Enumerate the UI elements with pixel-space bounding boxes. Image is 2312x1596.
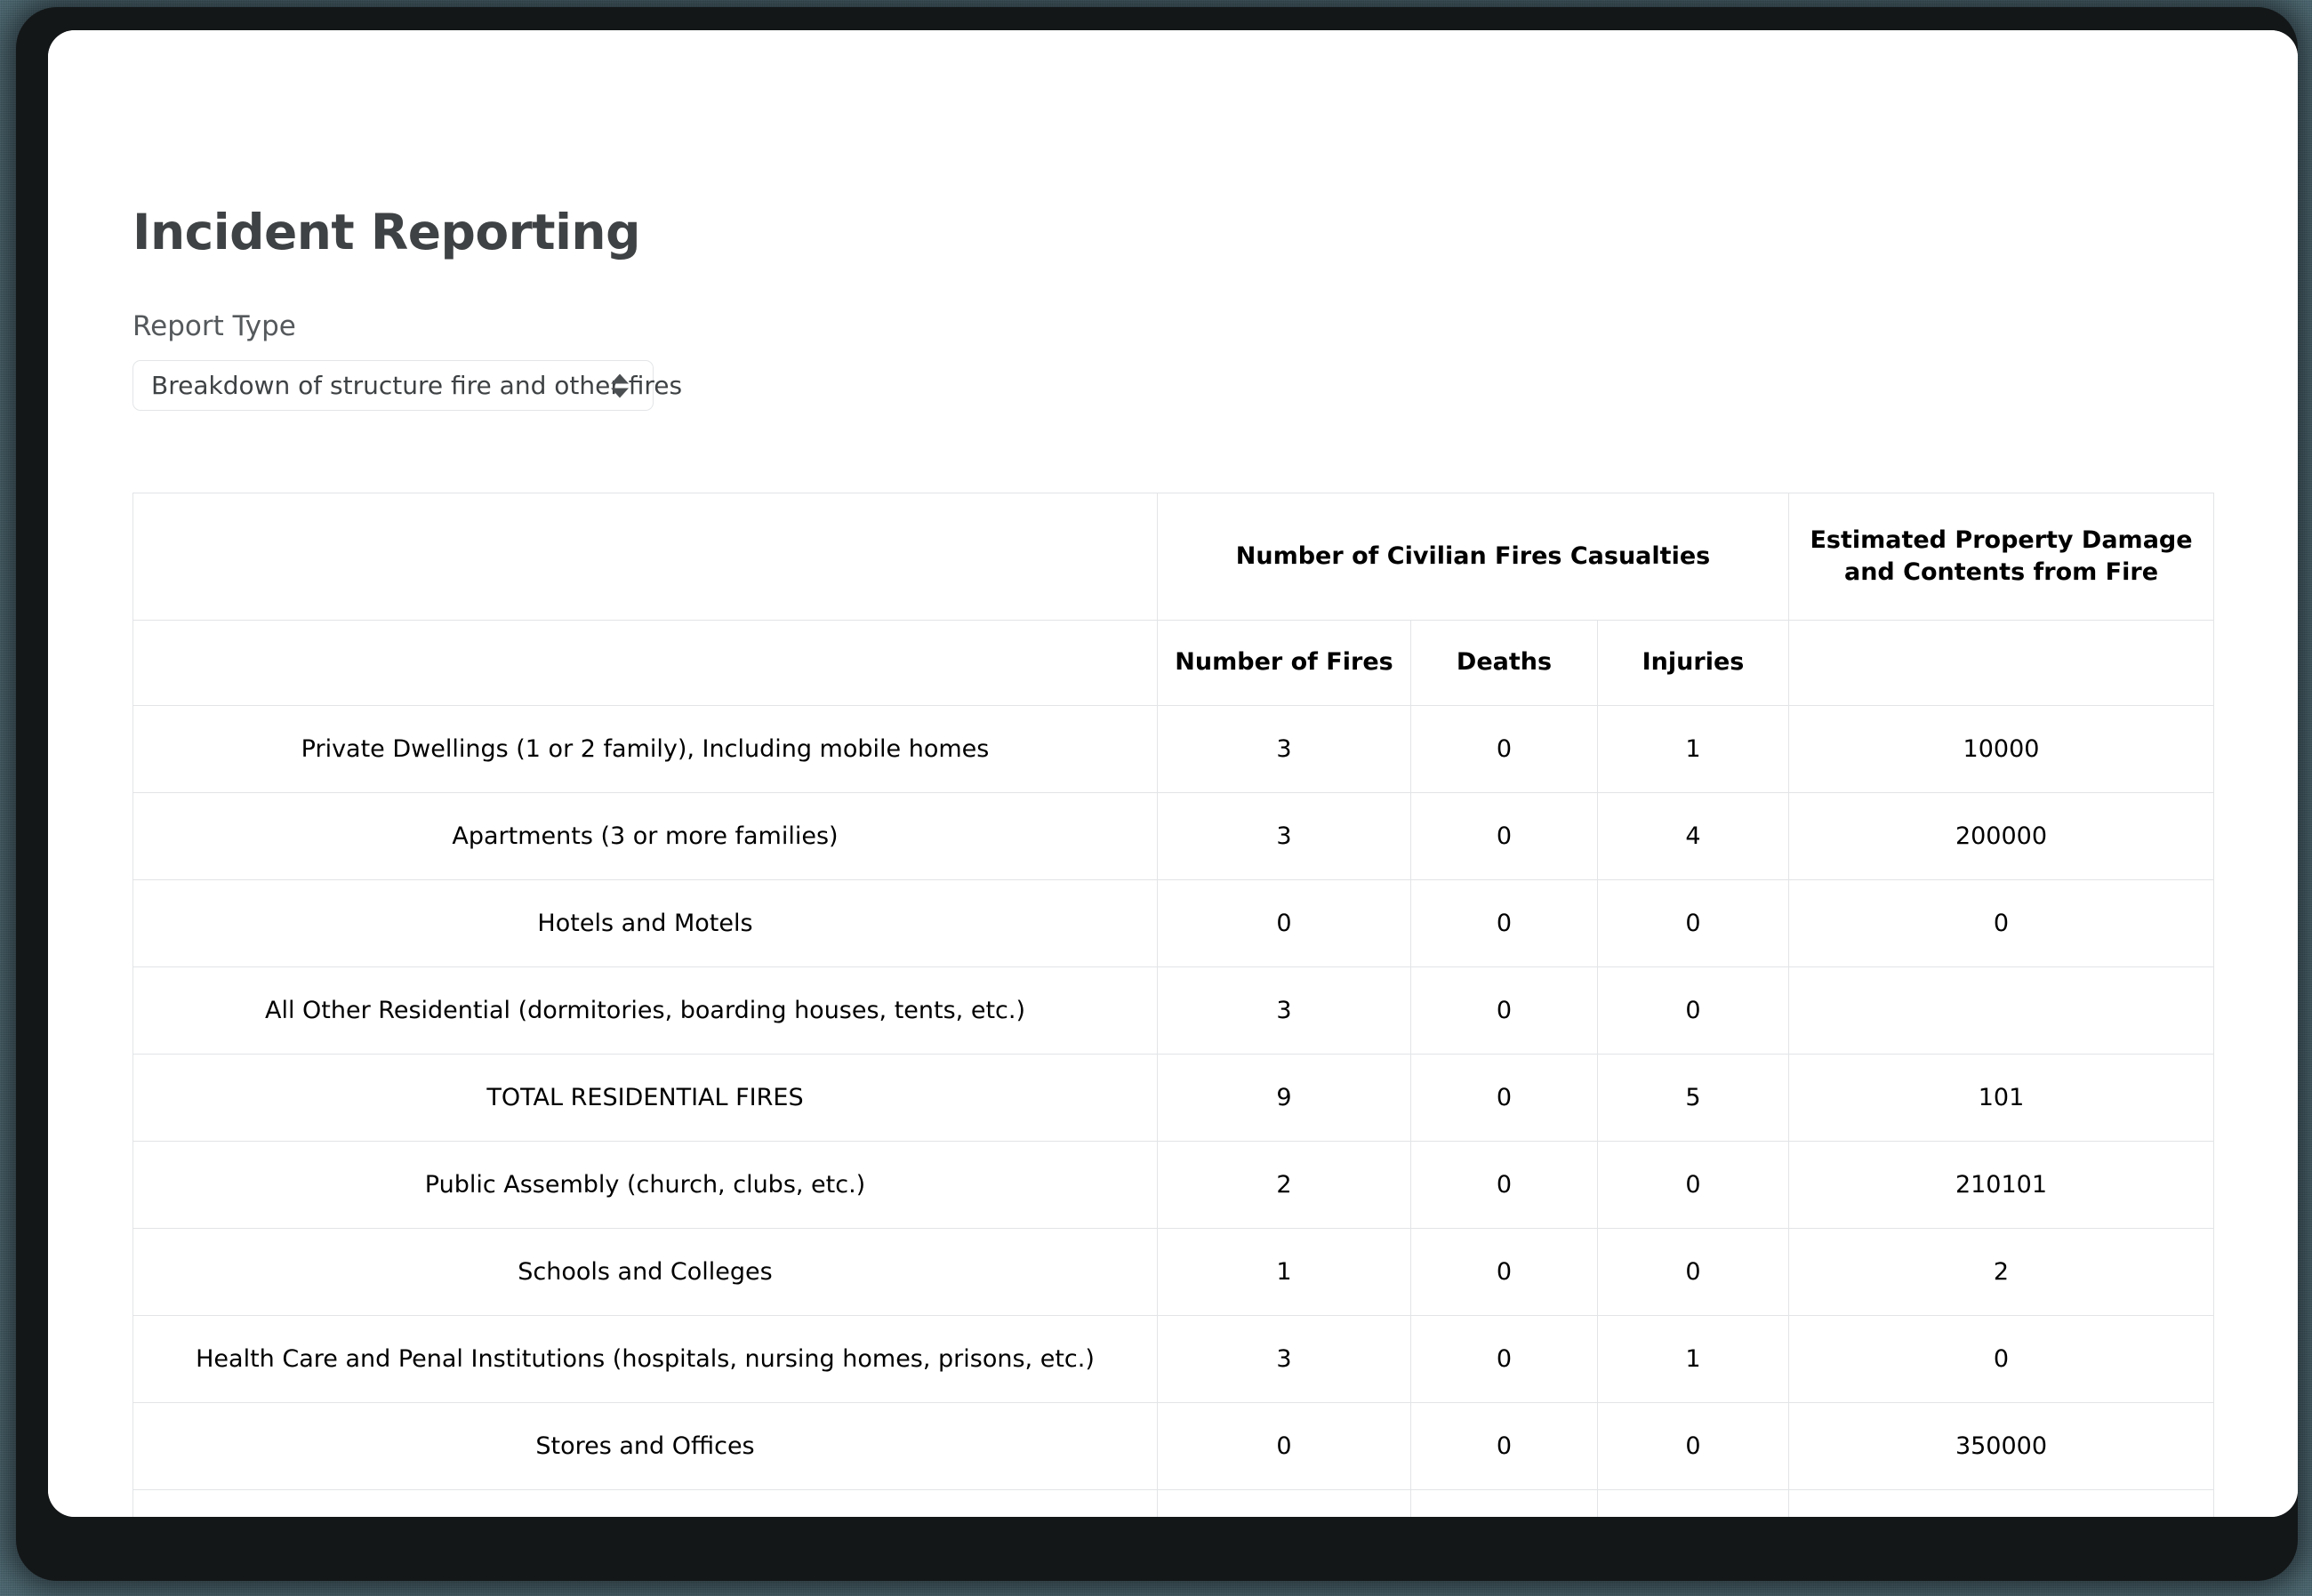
table-row xyxy=(133,1142,2214,1229)
cell-injuries: 1 xyxy=(1598,706,1789,793)
select-updown-arrows-icon[interactable] xyxy=(611,373,629,397)
table-row xyxy=(133,1490,2214,1518)
chevron-up-icon xyxy=(611,373,629,383)
subheader-row-label-blank xyxy=(133,621,1158,706)
cell-deaths: 0 xyxy=(1411,1316,1598,1403)
browser-viewport xyxy=(48,30,2298,1517)
cell-fires: 1 xyxy=(1158,1229,1411,1316)
table-row xyxy=(133,1316,2214,1403)
subheader-number-of-fires: Number of Fires xyxy=(1158,621,1411,706)
table-row xyxy=(133,1229,2214,1316)
cell-deaths: 0 xyxy=(1411,967,1598,1055)
cell-deaths: 0 xyxy=(1411,793,1598,880)
cell-fires: 9 xyxy=(1158,1055,1411,1142)
page-title: Incident Reporting xyxy=(132,204,640,261)
cell-label: All Other Residential (dormitories, boarding houses, tents, etc.) xyxy=(133,967,1158,1055)
table-row xyxy=(133,1403,2214,1490)
cell-damage: 350000 xyxy=(1789,1403,2214,1490)
cell-label: Schools and Colleges xyxy=(133,1229,1158,1316)
cell-damage: 0 xyxy=(1789,1316,2214,1403)
cell-deaths xyxy=(1411,1490,1598,1518)
cell-injuries: 4 xyxy=(1598,793,1789,880)
cell-label: Private Dwellings (1 or 2 family), Including mobile homes xyxy=(133,706,1158,793)
cell-deaths: 0 xyxy=(1411,1142,1598,1229)
cell-injuries: 0 xyxy=(1598,1229,1789,1316)
cell-fires: 0 xyxy=(1158,880,1411,967)
table-head xyxy=(133,493,2214,706)
header-row-label-blank xyxy=(133,493,1158,621)
incident-report-table xyxy=(132,493,2214,1517)
cell-label: Health Care and Penal Institutions (hospitals, nursing homes, prisons, etc.) xyxy=(133,1316,1158,1403)
table-row xyxy=(133,967,2214,1055)
table-group-header-row xyxy=(133,493,2214,621)
cell-damage: 2 xyxy=(1789,1229,2214,1316)
header-damage-group: Estimated Property Damage and Contents from Fire xyxy=(1789,493,2214,621)
table-body xyxy=(133,706,2214,1518)
cell-deaths: 0 xyxy=(1411,706,1598,793)
cell-damage: 10000 xyxy=(1789,706,2214,793)
cell-label: Apartments (3 or more families) xyxy=(133,793,1158,880)
cell-injuries: 0 xyxy=(1598,967,1789,1055)
device-bezel xyxy=(16,7,2298,1581)
cell-fires: 2 xyxy=(1158,1142,1411,1229)
cell-injuries: 5 xyxy=(1598,1055,1789,1142)
cell-damage: 0 xyxy=(1789,880,2214,967)
cell-fires: 3 xyxy=(1158,967,1411,1055)
table-sub-header-row xyxy=(133,621,2214,706)
table-row xyxy=(133,706,2214,793)
subheader-damage-blank xyxy=(1789,621,2214,706)
header-casualties-group: Number of Civilian Fires Casualties xyxy=(1158,493,1789,621)
cell-damage: 200000 xyxy=(1789,793,2214,880)
subheader-injuries: Injuries xyxy=(1598,621,1789,706)
cell-damage xyxy=(1789,1490,2214,1518)
cell-damage xyxy=(1789,967,2214,1055)
report-type-select[interactable] xyxy=(132,360,683,411)
cell-deaths: 0 xyxy=(1411,880,1598,967)
report-type-selected-value: Breakdown of structure fire and other fires xyxy=(151,370,683,400)
cell-injuries: 0 xyxy=(1598,880,1789,967)
page-content xyxy=(132,30,2213,1517)
cell-label xyxy=(133,1490,1158,1518)
report-type-label: Report Type xyxy=(132,310,296,342)
cell-deaths: 0 xyxy=(1411,1403,1598,1490)
table-row xyxy=(133,1055,2214,1142)
cell-injuries: 0 xyxy=(1598,1403,1789,1490)
subheader-deaths: Deaths xyxy=(1411,621,1598,706)
cell-label: Stores and Offices xyxy=(133,1403,1158,1490)
cell-label: Public Assembly (church, clubs, etc.) xyxy=(133,1142,1158,1229)
page-body xyxy=(48,30,2298,1517)
chevron-down-icon xyxy=(611,388,629,397)
cell-deaths: 0 xyxy=(1411,1229,1598,1316)
cell-damage: 210101 xyxy=(1789,1142,2214,1229)
cell-fires xyxy=(1158,1490,1411,1518)
cell-label: TOTAL RESIDENTIAL FIRES xyxy=(133,1055,1158,1142)
report-type-select-box[interactable] xyxy=(132,360,683,411)
cell-injuries xyxy=(1598,1490,1789,1518)
table-row xyxy=(133,880,2214,967)
cell-injuries: 0 xyxy=(1598,1142,1789,1229)
cell-fires: 3 xyxy=(1158,706,1411,793)
table-row xyxy=(133,793,2214,880)
cell-fires: 3 xyxy=(1158,1316,1411,1403)
report-type-form-group xyxy=(132,310,2213,411)
cell-fires: 0 xyxy=(1158,1403,1411,1490)
cell-fires: 3 xyxy=(1158,793,1411,880)
cell-label: Hotels and Motels xyxy=(133,880,1158,967)
cell-deaths: 0 xyxy=(1411,1055,1598,1142)
cell-injuries: 1 xyxy=(1598,1316,1789,1403)
cell-damage: 101 xyxy=(1789,1055,2214,1142)
